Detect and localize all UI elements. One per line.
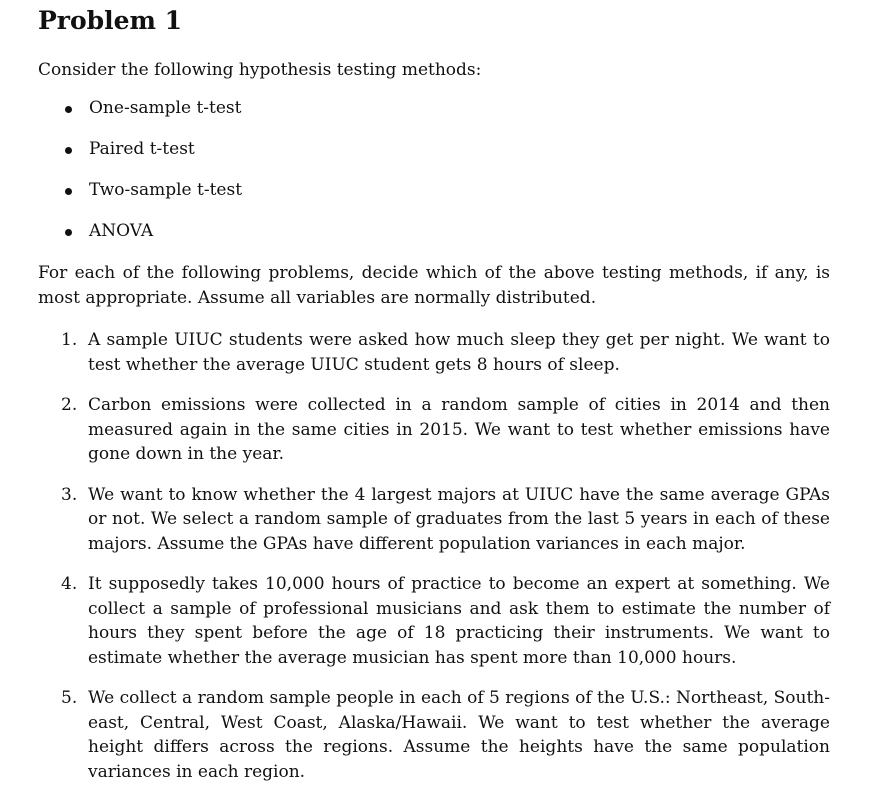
- problem-text: It supposedly takes 10,000 hours of practice to become an expert at something. We collect a sample of professional musicians and ask them to estimate the number of hours they spent before the age of 18 practicing their instruments. We want to estimate whether the average musician has spent more than 10,000 hours.: [88, 574, 830, 668]
- method-label: Two-sample t-test: [89, 180, 243, 200]
- bullet-icon: [65, 188, 72, 195]
- problem-number: 1.: [61, 330, 78, 350]
- problem-number: 5.: [61, 688, 78, 708]
- problem-number: 3.: [61, 484, 78, 505]
- problem-item: [38, 686, 830, 784]
- method-item: [38, 97, 242, 138]
- bullet-icon: [65, 229, 72, 236]
- problem-number: 2.: [61, 395, 78, 415]
- method-label: Paired t-test: [89, 139, 195, 159]
- problem-text: A sample UIUC students were asked how much sleep they get per night. We want to test whether the average UIUC student gets 8 hours of sleep.: [88, 330, 830, 375]
- method-label: One-sample t-test: [89, 98, 242, 118]
- problem-item: [38, 572, 830, 670]
- intro-text: Consider the following hypothesis testing methods:: [38, 60, 482, 80]
- problem-text: Carbon emissions were collected in a random sample of cities in 2014 and then measured again in the same cities in 2015. We want to test whether emissions have gone down in the year.: [88, 395, 830, 464]
- problem-text: We want to know whether the 4 largest majors at UIUC have the same average GPAs or not. We select a random sample of graduates from the last 5 years in each of these majors. Assume the GPAs have different population variances in each major.: [88, 484, 830, 554]
- problem-item: [38, 393, 830, 467]
- method-item: [38, 138, 242, 179]
- problem-number: 4.: [61, 574, 78, 594]
- problem-item: [38, 328, 830, 377]
- method-item: [38, 179, 242, 220]
- problem-item: [38, 483, 830, 557]
- problem-text: We collect a random sample people in each of 5 regions of the U.S.: Northeast, South-east, Central, West Coast, Alaska/Hawaii. We want to test whether the average height differs across the regions. Assume the heights have the same population variances in each region.: [88, 688, 830, 782]
- problem-title: Problem 1: [38, 6, 183, 35]
- problems-list: [38, 328, 830, 800]
- methods-list: [38, 97, 242, 261]
- method-label: ANOVA: [89, 221, 154, 241]
- bullet-icon: [65, 106, 72, 113]
- method-item: [38, 220, 242, 261]
- bullet-icon: [65, 147, 72, 154]
- instructions-text: For each of the following problems, decide which of the above testing methods, if any, is most appropriate. Assume all variables are normally distributed.: [38, 263, 830, 308]
